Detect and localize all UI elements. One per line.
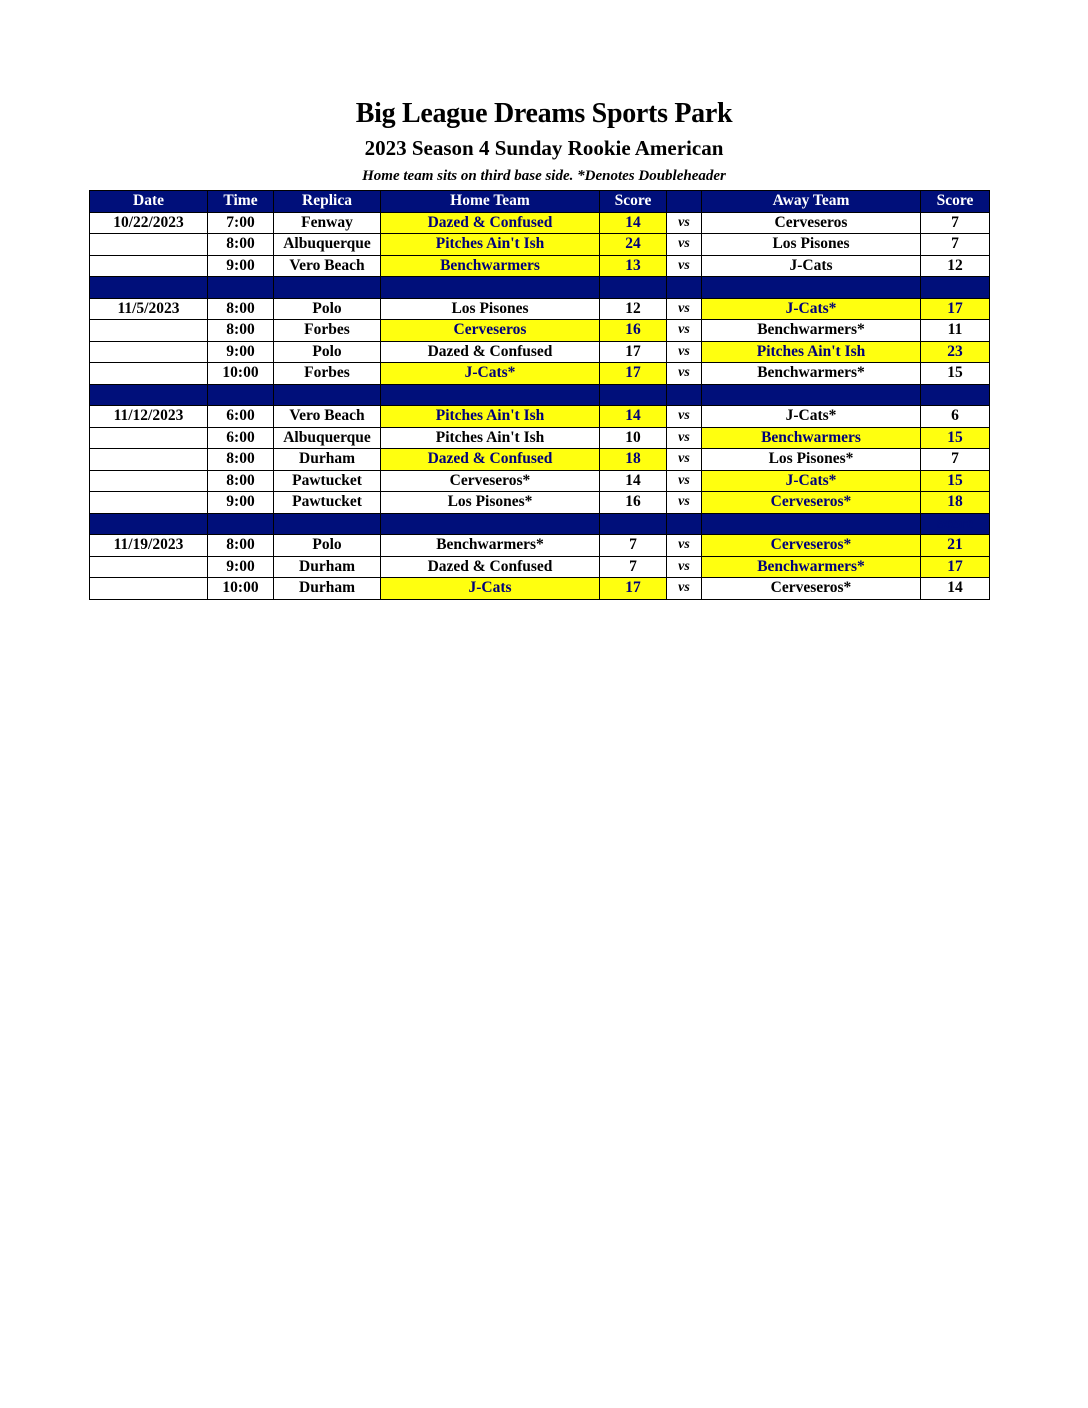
separator-cell: [702, 277, 921, 299]
date-separator-row: [90, 513, 990, 535]
vs-cell: vs: [667, 298, 702, 320]
replica-cell: Pawtucket: [274, 470, 381, 492]
away-team-cell: Los Pisones*: [702, 449, 921, 471]
vs-cell: vs: [667, 212, 702, 234]
separator-label: Score: [921, 513, 990, 535]
away-score-cell: 7: [921, 212, 990, 234]
home-score-cell: 14: [600, 470, 667, 492]
table-row: [90, 406, 990, 428]
replica-cell: Forbes: [274, 363, 381, 385]
date-cell: [90, 320, 208, 342]
col-header-date: Date: [90, 191, 208, 213]
away-team-cell: Benchwarmers*: [702, 556, 921, 578]
home-team-cell: J-Cats*: [381, 363, 600, 385]
home-score-cell: 7: [600, 535, 667, 557]
away-team-cell: J-Cats*: [702, 298, 921, 320]
schedule-note: Home team sits on third base side. *Denotes Doubleheader: [362, 168, 726, 184]
home-score-cell: 18: [600, 449, 667, 471]
separator-cell: [600, 384, 667, 406]
time-cell: 9:00: [208, 255, 274, 277]
date-cell: [90, 427, 208, 449]
separator-cell: [600, 513, 667, 535]
home-team-cell: Benchwarmers: [381, 255, 600, 277]
away-score-cell: 21: [921, 535, 990, 557]
away-team-cell: Los Pisones: [702, 234, 921, 256]
away-score-cell: 15: [921, 363, 990, 385]
vs-cell: vs: [667, 449, 702, 471]
away-team-cell: Cerveseros: [702, 212, 921, 234]
away-team-cell: J-Cats: [702, 255, 921, 277]
date-cell: 11/5/2023: [90, 298, 208, 320]
replica-cell: Durham: [274, 556, 381, 578]
home-score-cell: 10: [600, 427, 667, 449]
away-score-cell: 6: [921, 406, 990, 428]
date-cell: [90, 449, 208, 471]
away-team-cell: Benchwarmers*: [702, 320, 921, 342]
home-score-cell: 14: [600, 212, 667, 234]
vs-cell: vs: [667, 255, 702, 277]
separator-cell: [90, 513, 208, 535]
time-cell: 9:00: [208, 492, 274, 514]
replica-cell: Polo: [274, 341, 381, 363]
date-cell: [90, 578, 208, 600]
home-team-cell: Cerveseros*: [381, 470, 600, 492]
table-row: [90, 212, 990, 234]
vs-cell: vs: [667, 363, 702, 385]
date-cell: 10/22/2023: [90, 212, 208, 234]
away-team-cell: J-Cats*: [702, 406, 921, 428]
away-score-cell: 15: [921, 427, 990, 449]
time-cell: 8:00: [208, 535, 274, 557]
home-team-cell: Dazed & Confused: [381, 341, 600, 363]
replica-cell: Vero Beach: [274, 255, 381, 277]
date-cell: [90, 363, 208, 385]
home-score-cell: 17: [600, 341, 667, 363]
replica-cell: Vero Beach: [274, 406, 381, 428]
table-row: [90, 320, 990, 342]
separator-cell: [208, 384, 274, 406]
replica-cell: Polo: [274, 298, 381, 320]
time-cell: 6:00: [208, 406, 274, 428]
replica-cell: Albuquerque: [274, 234, 381, 256]
date-cell: [90, 470, 208, 492]
away-team-cell: Cerveseros*: [702, 492, 921, 514]
date-cell: 11/19/2023: [90, 535, 208, 557]
date-cell: [90, 234, 208, 256]
vs-cell: vs: [667, 320, 702, 342]
time-cell: 8:00: [208, 298, 274, 320]
home-team-cell: Pitches Ain't Ish: [381, 234, 600, 256]
away-score-cell: 23: [921, 341, 990, 363]
separator-cell: [667, 384, 702, 406]
away-score-cell: 17: [921, 298, 990, 320]
table-row: [90, 363, 990, 385]
separator-cell: [208, 277, 274, 299]
replica-cell: Pawtucket: [274, 492, 381, 514]
col-header-home-score: Score: [600, 191, 667, 213]
replica-cell: Durham: [274, 449, 381, 471]
separator-cell: [274, 384, 381, 406]
home-score-cell: 14: [600, 406, 667, 428]
away-score-cell: 15: [921, 470, 990, 492]
away-score-cell: 12: [921, 255, 990, 277]
home-team-cell: Pitches Ain't Ish: [381, 427, 600, 449]
home-team-cell: Cerveseros: [381, 320, 600, 342]
away-score-cell: 18: [921, 492, 990, 514]
vs-cell: vs: [667, 470, 702, 492]
away-team-cell: J-Cats*: [702, 470, 921, 492]
table-row: [90, 535, 990, 557]
table-row: [90, 578, 990, 600]
away-score-cell: 14: [921, 578, 990, 600]
separator-cell: [381, 384, 600, 406]
date-separator-row: [90, 277, 990, 299]
separator-cell: [667, 277, 702, 299]
table-row: [90, 298, 990, 320]
away-score-cell: 7: [921, 449, 990, 471]
vs-cell: vs: [667, 234, 702, 256]
separator-label: [921, 277, 990, 299]
table-row: [90, 341, 990, 363]
vs-cell: vs: [667, 406, 702, 428]
separator-label: [921, 384, 990, 406]
replica-cell: Fenway: [274, 212, 381, 234]
replica-cell: Polo: [274, 535, 381, 557]
table-row: [90, 234, 990, 256]
home-score-cell: 24: [600, 234, 667, 256]
time-cell: 8:00: [208, 320, 274, 342]
page-title: Big League Dreams Sports Park: [355, 98, 733, 129]
date-cell: [90, 341, 208, 363]
away-score-cell: 17: [921, 556, 990, 578]
replica-cell: Albuquerque: [274, 427, 381, 449]
table-row: [90, 427, 990, 449]
home-team-cell: Los Pisones*: [381, 492, 600, 514]
home-score-cell: 7: [600, 556, 667, 578]
time-cell: 8:00: [208, 470, 274, 492]
home-score-cell: 16: [600, 320, 667, 342]
separator-cell: [702, 384, 921, 406]
time-cell: 10:00: [208, 363, 274, 385]
date-cell: [90, 556, 208, 578]
separator-cell: [381, 277, 600, 299]
separator-cell: [274, 513, 381, 535]
away-team-cell: Benchwarmers*: [702, 363, 921, 385]
home-team-cell: Dazed & Confused: [381, 212, 600, 234]
schedule-table: [89, 190, 990, 600]
vs-cell: vs: [667, 556, 702, 578]
date-cell: [90, 255, 208, 277]
table-row: [90, 470, 990, 492]
home-team-cell: Los Pisones: [381, 298, 600, 320]
separator-cell: [274, 277, 381, 299]
vs-cell: vs: [667, 341, 702, 363]
page-subtitle: 2023 Season 4 Sunday Rookie American: [364, 136, 724, 160]
home-score-cell: 17: [600, 363, 667, 385]
home-score-cell: 16: [600, 492, 667, 514]
time-cell: 9:00: [208, 341, 274, 363]
home-score-cell: 12: [600, 298, 667, 320]
home-team-cell: Dazed & Confused: [381, 449, 600, 471]
time-cell: 8:00: [208, 449, 274, 471]
separator-cell: [381, 513, 600, 535]
away-team-cell: Benchwarmers: [702, 427, 921, 449]
date-cell: 11/12/2023: [90, 406, 208, 428]
col-header-replica: Replica: [274, 191, 381, 213]
col-header-away-team: Away Team: [702, 191, 921, 213]
separator-cell: [90, 277, 208, 299]
away-score-cell: 11: [921, 320, 990, 342]
home-team-cell: J-Cats: [381, 578, 600, 600]
table-header-row: [90, 191, 990, 213]
time-cell: 8:00: [208, 234, 274, 256]
table-row: [90, 492, 990, 514]
replica-cell: Durham: [274, 578, 381, 600]
separator-cell: [702, 513, 921, 535]
home-team-cell: Dazed & Confused: [381, 556, 600, 578]
table-row: [90, 556, 990, 578]
date-cell: [90, 492, 208, 514]
away-team-cell: Pitches Ain't Ish: [702, 341, 921, 363]
col-header-vs: [667, 191, 702, 213]
away-score-cell: 7: [921, 234, 990, 256]
vs-cell: vs: [667, 492, 702, 514]
separator-cell: [90, 384, 208, 406]
home-score-cell: 17: [600, 578, 667, 600]
vs-cell: vs: [667, 535, 702, 557]
time-cell: 7:00: [208, 212, 274, 234]
time-cell: 10:00: [208, 578, 274, 600]
separator-cell: [667, 513, 702, 535]
table-row: [90, 255, 990, 277]
table-row: [90, 449, 990, 471]
col-header-home-team: Home Team: [381, 191, 600, 213]
vs-cell: vs: [667, 427, 702, 449]
away-team-cell: Cerveseros*: [702, 578, 921, 600]
replica-cell: Forbes: [274, 320, 381, 342]
col-header-away-score: Score: [921, 191, 990, 213]
separator-cell: [208, 513, 274, 535]
home-team-cell: Pitches Ain't Ish: [381, 406, 600, 428]
home-score-cell: 13: [600, 255, 667, 277]
time-cell: 9:00: [208, 556, 274, 578]
vs-cell: vs: [667, 578, 702, 600]
time-cell: 6:00: [208, 427, 274, 449]
date-separator-row: [90, 384, 990, 406]
home-team-cell: Benchwarmers*: [381, 535, 600, 557]
col-header-time: Time: [208, 191, 274, 213]
away-team-cell: Cerveseros*: [702, 535, 921, 557]
separator-cell: [600, 277, 667, 299]
